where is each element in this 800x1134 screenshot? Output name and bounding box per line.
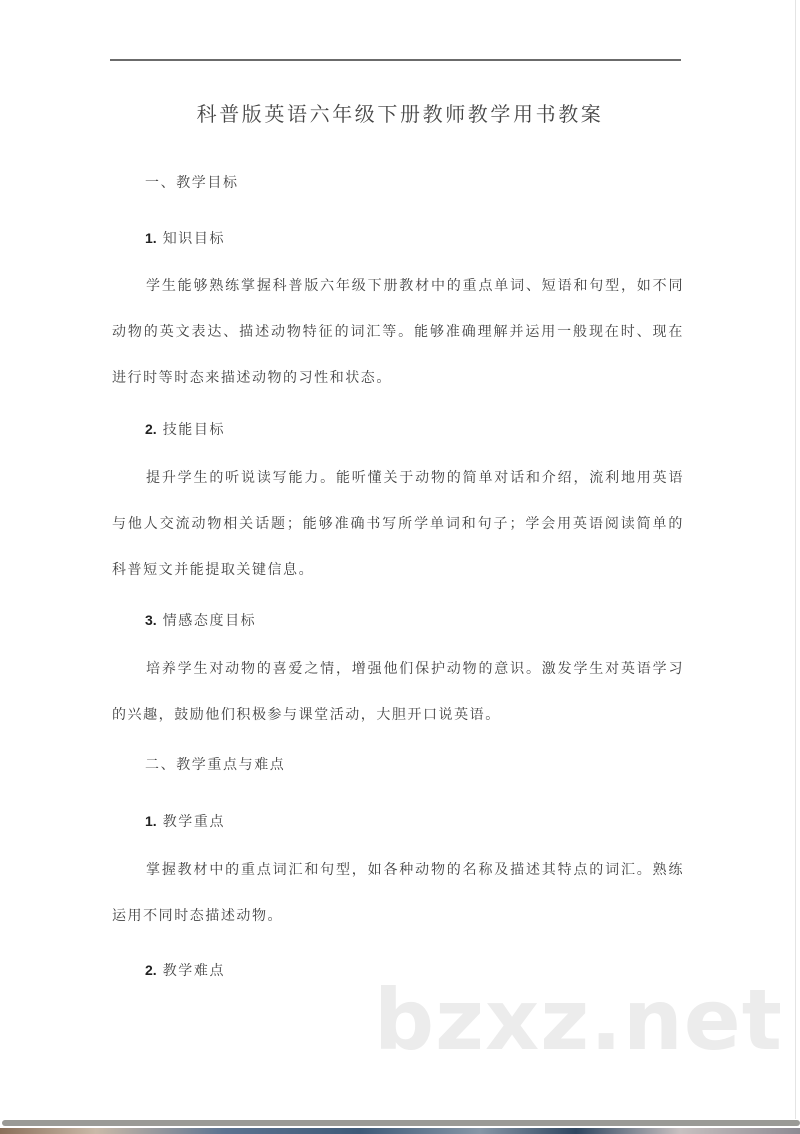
subsection-heading-difficult-points [145, 960, 225, 980]
paragraph-key-points: 掌握教材中的重点词汇和句型，如各种动物的名称及描述其特点的词汇。熟练运用不同时态描述动物。 [112, 862, 684, 924]
subsection-heading-attitude-objectives [145, 610, 256, 630]
subsection-number: 3. [145, 612, 157, 628]
subsection-heading-skill-objectives [145, 419, 225, 439]
subsection-title: 知识目标 [162, 231, 226, 247]
horizontal-scrollbar-thumb[interactable] [2, 1120, 800, 1126]
subsection-title: 教学重点 [162, 814, 226, 830]
paragraph-knowledge-objectives: 学生能够熟练掌握科普版六年级下册教材中的重点单词、短语和句型，如不同动物的英文表达、描述动物特征的词汇等。能够准确理解并运用一般现在时、现在进行时等时态来描述动物的习性和状态。 [112, 278, 684, 386]
watermark: bzxz.net [374, 971, 783, 1069]
background-photo-strip [0, 1128, 800, 1134]
paragraph-attitude-objectives: 培养学生对动物的喜爱之情，增强他们保护动物的意识。激发学生对英语学习的兴趣，鼓励他们积极参与课堂活动，大胆开口说英语。 [112, 661, 684, 723]
document-title: 科普版英语六年级下册教师教学用书教案 [196, 102, 604, 126]
subsection-title: 情感态度目标 [162, 613, 257, 629]
subsection-number: 2. [145, 962, 157, 978]
subsection-number: 2. [145, 421, 157, 437]
subsection-heading-key-points [145, 811, 225, 831]
paragraph-skill-objectives: 提升学生的听说读写能力。能听懂关于动物的简单对话和介绍，流利地用英语与他人交流动物相关话题；能够准确书写所学单词和句子；学会用英语阅读简单的科普短文并能提取关键信息。 [112, 470, 684, 578]
section-heading-key-and-difficult-points: 二、教学重点与难点 [145, 757, 286, 773]
subsection-number: 1. [145, 813, 157, 829]
subsection-number: 1. [145, 230, 157, 246]
header-rule [110, 59, 681, 61]
subsection-title: 教学难点 [162, 963, 226, 979]
subsection-heading-knowledge-objectives [145, 228, 225, 248]
section-heading-teaching-objectives: 一、教学目标 [145, 175, 239, 191]
subsection-title: 技能目标 [162, 422, 226, 438]
